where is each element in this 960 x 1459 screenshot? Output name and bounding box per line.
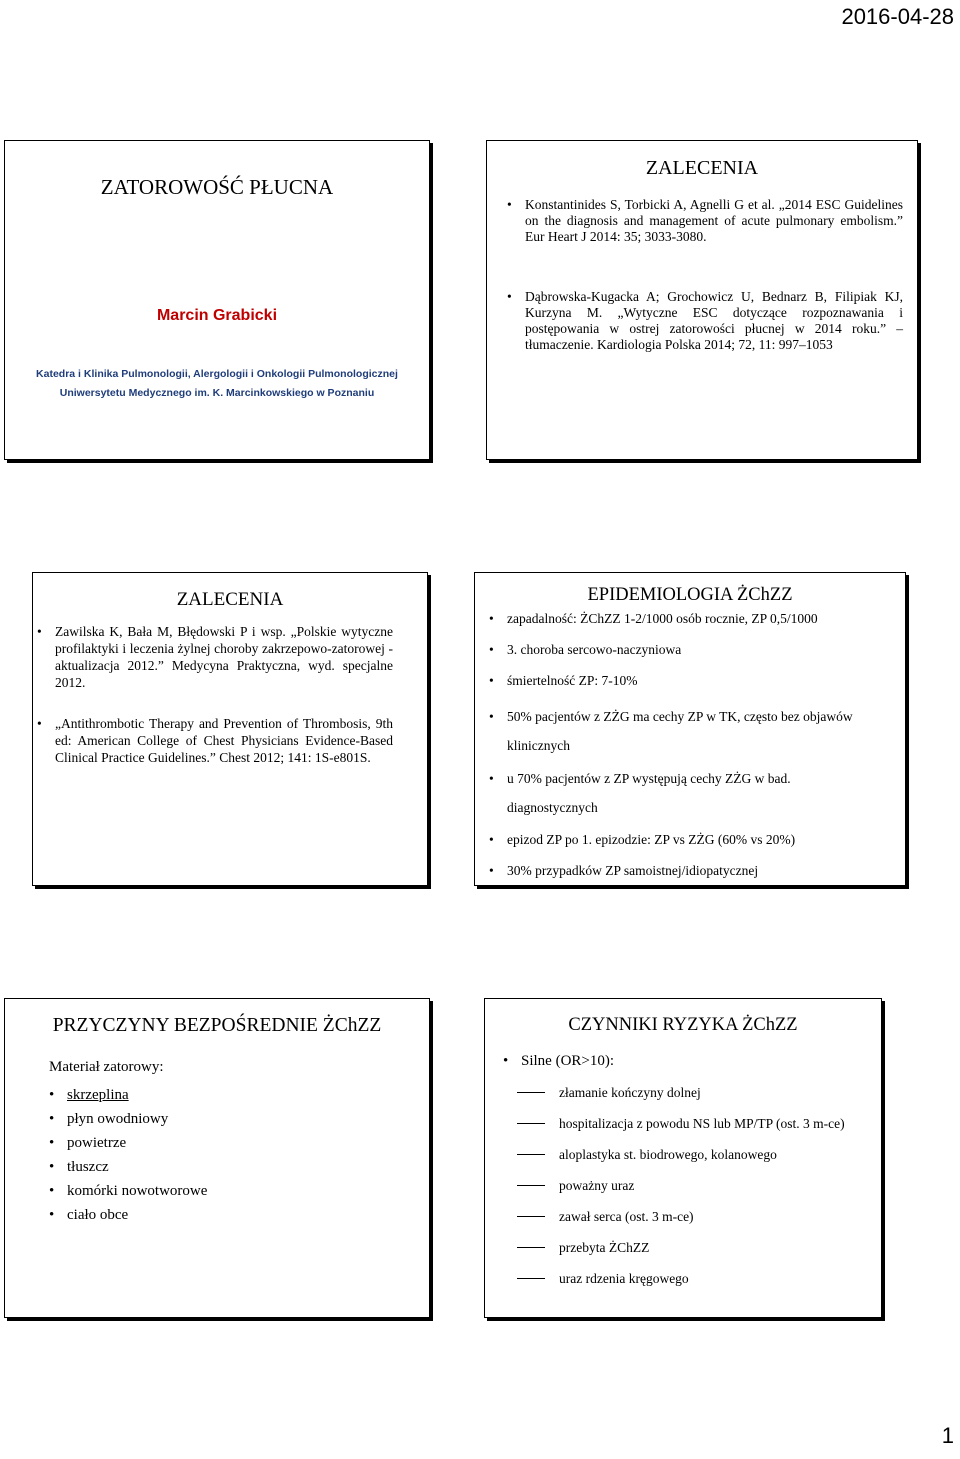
slide-title [4, 140, 430, 460]
cause-item: • tłuszcz [47, 1155, 409, 1179]
reference-list [35, 623, 393, 766]
slide-heading: ZALECENIA [645, 157, 759, 179]
epidemiology-item: • 3. choroba sercowo-naczyniowa [487, 640, 881, 659]
slide-title-heading: ZATOROWOŚĆ PŁUCNA [100, 175, 334, 199]
epidemiology-item: • u 70% pacjentów z ZP występują cechy ZŻG w bad. diagnostycznych [487, 764, 881, 822]
slide-heading: PRZYCZYNY BEZPOŚREDNIE ŻChZZ [52, 1015, 382, 1036]
risk-factor-item: zawał serca (ost. 3 m-ce) [517, 1207, 875, 1226]
epidemiology-list [487, 609, 881, 880]
risk-group-heading: • Silne (OR>10): [501, 1051, 871, 1071]
cause-label: skrzeplina [67, 1087, 129, 1103]
affiliation [13, 365, 421, 403]
risk-factor-item: aloplastyka st. biodrowego, kolanowego [517, 1145, 875, 1164]
causes-list [47, 1083, 409, 1227]
causes-intro: Materiał zatorowy: [49, 1059, 164, 1075]
author-name: Marcin Grabicki [156, 307, 278, 324]
affiliation-line-2: Uniwersytetu Medycznego im. K. Marcinkowskiego w Poznaniu [59, 387, 375, 399]
cause-item: • ciało obce [47, 1203, 409, 1227]
risk-factor-item: hospitalizacja z powodu NS lub MP/TP (ost. 3 m-ce) [517, 1114, 875, 1133]
risk-factor-item: przebyta ŻChZZ [517, 1238, 875, 1257]
slide-heading: ZALECENIA [176, 589, 284, 610]
slide-guidelines-2 [32, 572, 428, 886]
risk-factor-list [517, 1083, 875, 1288]
slide-causes [4, 998, 430, 1318]
risk-factor-item: poważny uraz [517, 1176, 875, 1195]
reference-list [505, 197, 903, 353]
print-date: 2016-04-28 [841, 4, 954, 29]
slide-risk-factors [484, 998, 882, 1318]
slide-guidelines-1 [486, 140, 918, 460]
risk-group-list [501, 1051, 871, 1071]
cause-item: • płyn owodniowy [47, 1107, 409, 1131]
reference-item: • „Antithrombotic Therapy and Prevention of Thrombosis, 9th ed: American College of Chest Physicians Evidence-Based Clinical Practice Guidelines.” Chest 2012; 141: 1S-e801S. [35, 715, 393, 766]
slide-heading: EPIDEMIOLOGIA ŻChZZ [587, 585, 793, 605]
epidemiology-item: • śmiertelność ZP: 7-10% [487, 671, 881, 690]
cause-item: • komórki nowotworowe [47, 1179, 409, 1203]
slide-epidemiology [474, 572, 906, 886]
reference-item: • Dąbrowska-Kugacka A; Grochowicz U, Bednarz B, Filipiak KJ, Kurzyna M. „Wytyczne ESC dotyczące rozpoznawania i postępowania w ostrej zatorowości płucnej w 2014 roku.” – tłumaczenie. Kardiologia Polska 2014; 72, 11: 997–1053 [505, 289, 903, 353]
slide-heading: CZYNNIKI RYZYKA ŻChZZ [568, 1015, 798, 1035]
cause-item [47, 1083, 409, 1107]
page-number: 1 [941, 1423, 954, 1448]
cause-item: • powietrze [47, 1131, 409, 1155]
epidemiology-item: • zapadalność: ŻChZZ 1-2/1000 osób rocznie, ZP 0,5/1000 [487, 609, 881, 628]
reference-item: • Konstantinides S, Torbicki A, Agnelli G et al. „2014 ESC Guidelines on the diagnosis and management of acute pulmonary embolism.” Eur Heart J 2014: 35; 3033-3080. [505, 197, 903, 245]
epidemiology-item: • 50% pacjentów z ZŻG ma cechy ZP w TK, często bez objawów klinicznych [487, 702, 881, 760]
risk-factor-item: uraz rdzenia kręgowego [517, 1269, 875, 1288]
risk-factor-item: złamanie kończyny dolnej [517, 1083, 875, 1102]
affiliation-line-1: Katedra i Klinika Pulmonologii, Alergologii i Onkologii Pulmonologicznej [36, 368, 398, 380]
reference-item: • Zawilska K, Bała M, Błędowski P i wsp. „Polskie wytyczne profilaktyki i leczenia żylnej choroby zakrzepowo-zatorowej - aktualizacja 2012.” Medycyna Praktyczna, wyd. specjalne 2012. [35, 623, 393, 691]
epidemiology-item: • 30% przypadków ZP samoistnej/idiopatycznej [487, 861, 881, 880]
epidemiology-item: • epizod ZP po 1. epizodzie: ZP vs ZŻG (60% vs 20%) [487, 830, 881, 849]
